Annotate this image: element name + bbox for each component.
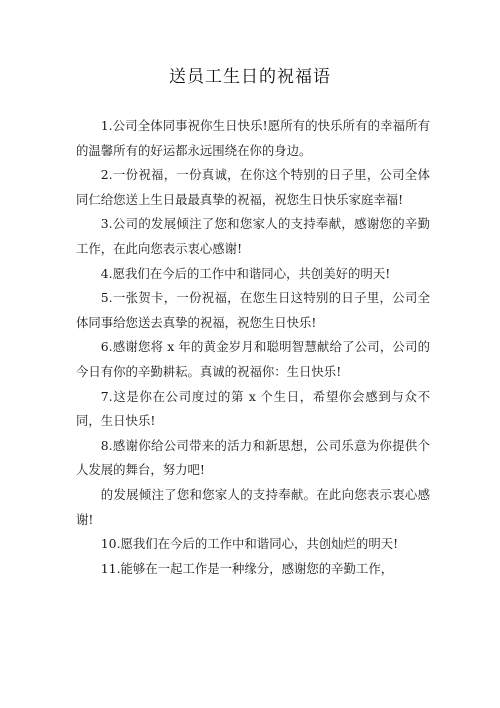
paragraph-4: 4.愿我们在今后的工作中和谐同心，共创美好的明天! — [100, 265, 391, 281]
paragraph-11: 11.能够在一起工作是一种缘分，感谢您的辛勤工作， — [100, 560, 394, 576]
document-body — [76, 114, 430, 581]
paragraph-10: 10.愿我们在今后的工作中和谐同心，共创灿烂的明天! — [100, 536, 399, 552]
paragraph-5: 5.一张贺卡，一份祝福，在您生日这特别的日子里，公司全体同事给您送去真挚的祝福，祝您生日快乐! — [76, 290, 430, 330]
paragraph-3: 3.公司的发展倾注了您和您家人的支持奉献，感谢您的辛勤工作，在此向您表示衷心感谢! — [76, 216, 430, 256]
paragraph-9: 的发展倾注了您和您家人的支持奉献。在此向您表示衷心感谢! — [76, 486, 430, 527]
paragraph-2: 2.一份祝福，一份真诚，在你这个特别的日子里，公司全体同仁给您送上生日最最真挚的祝福，祝您生日快乐家庭幸福! — [76, 167, 430, 207]
paragraph-8: 8.感谢你给公司带来的活力和新思想，公司乐意为你提供个人发展的舞台，努力吧! — [76, 437, 430, 478]
document-title: 送员工生日的祝福语 — [169, 67, 331, 87]
paragraph-7: 7.这是你在公司度过的第 x 个生日，希望你会感到与众不同，生日快乐! — [76, 388, 430, 429]
paragraph-1: 1.公司全体同事祝你生日快乐!愿所有的快乐所有的幸福所有的温馨所有的好运都永远围绕在你的身边。 — [76, 118, 430, 158]
paragraph-6: 6.感谢您将 x 年的黄金岁月和聪明智慧献给了公司，公司的今日有你的辛勤耕耘。真诚的祝福你：生日快乐! — [76, 339, 430, 379]
